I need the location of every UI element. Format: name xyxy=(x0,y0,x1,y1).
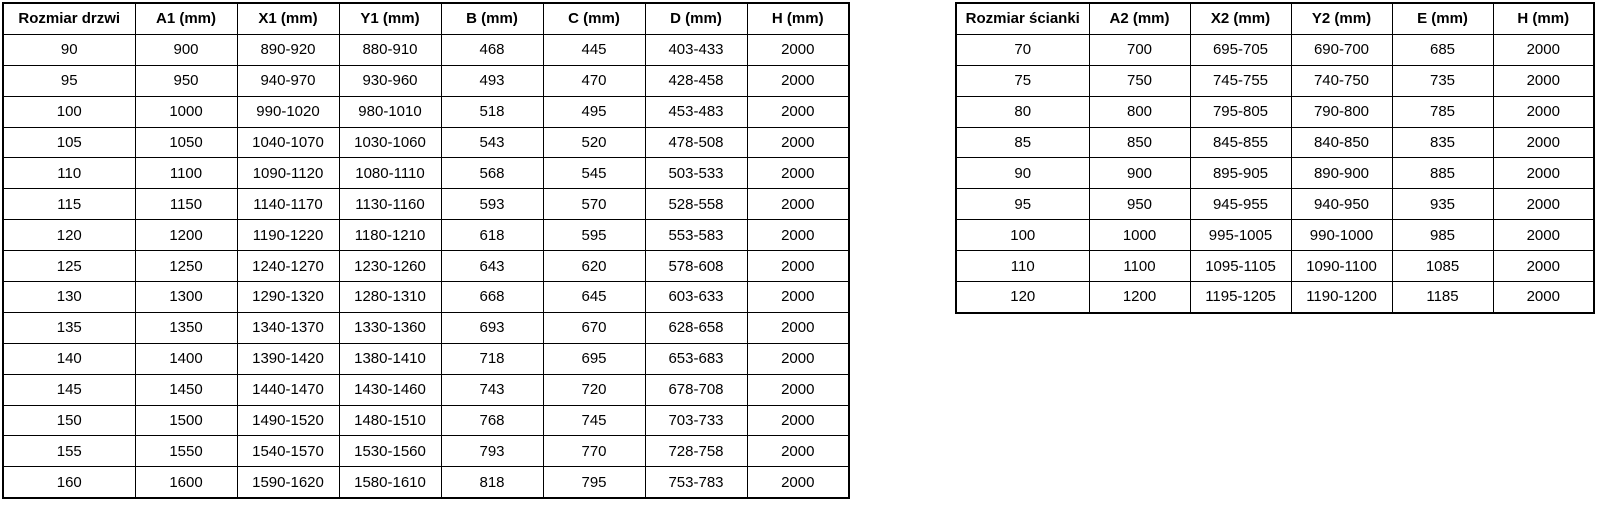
table-cell: 2000 xyxy=(1493,220,1594,251)
table-cell: 545 xyxy=(543,158,645,189)
table-row xyxy=(3,312,849,343)
table-cell: 80 xyxy=(956,96,1089,127)
table-cell: 1240-1270 xyxy=(237,251,339,282)
table-cell: 670 xyxy=(543,312,645,343)
table-cell: 1350 xyxy=(135,312,237,343)
table-cell: 703-733 xyxy=(645,405,747,436)
table-cell: 1100 xyxy=(1089,251,1190,282)
table-cell: 1100 xyxy=(135,158,237,189)
column-header: A1 (mm) xyxy=(135,3,237,34)
table-cell: 570 xyxy=(543,189,645,220)
column-header: Rozmiar ścianki xyxy=(956,3,1089,34)
table-cell: 2000 xyxy=(747,374,849,405)
column-header: Y2 (mm) xyxy=(1291,3,1392,34)
table-cell: 745-755 xyxy=(1190,65,1291,96)
column-header: H (mm) xyxy=(1493,3,1594,34)
table-cell: 935 xyxy=(1392,189,1493,220)
table-cell: 518 xyxy=(441,96,543,127)
table-cell: 2000 xyxy=(1493,65,1594,96)
table-row xyxy=(3,282,849,313)
table-cell: 145 xyxy=(3,374,135,405)
table-cell: 1450 xyxy=(135,374,237,405)
table-row xyxy=(3,34,849,65)
table-cell: 1600 xyxy=(135,467,237,498)
table-cell: 1085 xyxy=(1392,251,1493,282)
table-cell: 160 xyxy=(3,467,135,498)
table-cell: 403-433 xyxy=(645,34,747,65)
table-cell: 553-583 xyxy=(645,220,747,251)
table-cell: 2000 xyxy=(747,65,849,96)
table-cell: 2000 xyxy=(747,158,849,189)
table-cell: 1200 xyxy=(1089,282,1190,313)
table-cell: 428-458 xyxy=(645,65,747,96)
table-cell: 845-855 xyxy=(1190,127,1291,158)
column-header: X1 (mm) xyxy=(237,3,339,34)
table-cell: 2000 xyxy=(1493,158,1594,189)
table-cell: 930-960 xyxy=(339,65,441,96)
table-row xyxy=(3,96,849,127)
table-row xyxy=(3,405,849,436)
table-row xyxy=(956,96,1594,127)
column-header: B (mm) xyxy=(441,3,543,34)
table-cell: 1195-1205 xyxy=(1190,282,1291,313)
table-cell: 1480-1510 xyxy=(339,405,441,436)
column-header: Rozmiar drzwi xyxy=(3,3,135,34)
table-cell: 1430-1460 xyxy=(339,374,441,405)
table-cell: 1190-1200 xyxy=(1291,282,1392,313)
table-cell: 1340-1370 xyxy=(237,312,339,343)
table-cell: 685 xyxy=(1392,34,1493,65)
table-cell: 95 xyxy=(956,189,1089,220)
table-cell: 603-633 xyxy=(645,282,747,313)
table-cell: 1490-1520 xyxy=(237,405,339,436)
table-cell: 90 xyxy=(956,158,1089,189)
column-header: H (mm) xyxy=(747,3,849,34)
table-cell: 835 xyxy=(1392,127,1493,158)
table-cell: 795 xyxy=(543,467,645,498)
table-row xyxy=(956,189,1594,220)
table-cell: 2000 xyxy=(1493,251,1594,282)
table-cell: 125 xyxy=(3,251,135,282)
table-cell: 990-1020 xyxy=(237,96,339,127)
table-cell: 753-783 xyxy=(645,467,747,498)
table-cell: 593 xyxy=(441,189,543,220)
table-cell: 1090-1100 xyxy=(1291,251,1392,282)
table-cell: 745 xyxy=(543,405,645,436)
table-cell: 2000 xyxy=(747,189,849,220)
table-cell: 1330-1360 xyxy=(339,312,441,343)
table-cell: 1280-1310 xyxy=(339,282,441,313)
table-cell: 790-800 xyxy=(1291,96,1392,127)
table-cell: 110 xyxy=(3,158,135,189)
table-cell: 690-700 xyxy=(1291,34,1392,65)
table-cell: 1140-1170 xyxy=(237,189,339,220)
table-cell: 568 xyxy=(441,158,543,189)
table-row xyxy=(3,467,849,498)
table-cell: 940-970 xyxy=(237,65,339,96)
column-header: X2 (mm) xyxy=(1190,3,1291,34)
table-cell: 2000 xyxy=(747,34,849,65)
table-cell: 520 xyxy=(543,127,645,158)
table-cell: 1390-1420 xyxy=(237,343,339,374)
table-row xyxy=(956,127,1594,158)
table-cell: 950 xyxy=(1089,189,1190,220)
table-cell: 120 xyxy=(3,220,135,251)
table-cell: 468 xyxy=(441,34,543,65)
table-cell: 2000 xyxy=(747,282,849,313)
table-cell: 620 xyxy=(543,251,645,282)
table-row xyxy=(956,220,1594,251)
table-cell: 1030-1060 xyxy=(339,127,441,158)
header-row xyxy=(3,3,849,34)
table-cell: 678-708 xyxy=(645,374,747,405)
column-header: C (mm) xyxy=(543,3,645,34)
column-header: A2 (mm) xyxy=(1089,3,1190,34)
table-row xyxy=(3,189,849,220)
table-cell: 2000 xyxy=(747,220,849,251)
table-cell: 1050 xyxy=(135,127,237,158)
table-cell: 478-508 xyxy=(645,127,747,158)
table-cell: 743 xyxy=(441,374,543,405)
table-row xyxy=(956,251,1594,282)
table-cell: 1290-1320 xyxy=(237,282,339,313)
table-row xyxy=(3,343,849,374)
table-cell: 2000 xyxy=(747,251,849,282)
table-cell: 643 xyxy=(441,251,543,282)
table-row xyxy=(956,158,1594,189)
table-cell: 2000 xyxy=(747,405,849,436)
table-row xyxy=(3,65,849,96)
table-cell: 693 xyxy=(441,312,543,343)
table-cell: 543 xyxy=(441,127,543,158)
table-cell: 1580-1610 xyxy=(339,467,441,498)
table-cell: 990-1000 xyxy=(1291,220,1392,251)
table-cell: 1150 xyxy=(135,189,237,220)
table-cell: 700 xyxy=(1089,34,1190,65)
table-cell: 75 xyxy=(956,65,1089,96)
table-cell: 653-683 xyxy=(645,343,747,374)
table-cell: 2000 xyxy=(1493,282,1594,313)
table-cell: 1090-1120 xyxy=(237,158,339,189)
table-cell: 2000 xyxy=(1493,34,1594,65)
table-cell: 1440-1470 xyxy=(237,374,339,405)
table-cell: 2000 xyxy=(747,127,849,158)
table-cell: 140 xyxy=(3,343,135,374)
table-row xyxy=(956,282,1594,313)
column-header: E (mm) xyxy=(1392,3,1493,34)
table-cell: 950 xyxy=(135,65,237,96)
table-cell: 495 xyxy=(543,96,645,127)
table-cell: 1190-1220 xyxy=(237,220,339,251)
table-cell: 2000 xyxy=(747,96,849,127)
table-cell: 1590-1620 xyxy=(237,467,339,498)
table-cell: 2000 xyxy=(747,467,849,498)
table-cell: 890-900 xyxy=(1291,158,1392,189)
table-cell: 503-533 xyxy=(645,158,747,189)
table-row xyxy=(3,251,849,282)
table-cell: 1550 xyxy=(135,436,237,467)
table-cell: 840-850 xyxy=(1291,127,1392,158)
table-cell: 1185 xyxy=(1392,282,1493,313)
table-cell: 155 xyxy=(3,436,135,467)
door-sizes-table xyxy=(2,2,850,499)
table-cell: 2000 xyxy=(1493,189,1594,220)
table-cell: 70 xyxy=(956,34,1089,65)
table-cell: 1250 xyxy=(135,251,237,282)
table-cell: 105 xyxy=(3,127,135,158)
table-cell: 795-805 xyxy=(1190,96,1291,127)
table-cell: 1130-1160 xyxy=(339,189,441,220)
table-cell: 750 xyxy=(1089,65,1190,96)
table-cell: 1500 xyxy=(135,405,237,436)
table-cell: 528-558 xyxy=(645,189,747,220)
table-cell: 985 xyxy=(1392,220,1493,251)
table-cell: 793 xyxy=(441,436,543,467)
table-cell: 740-750 xyxy=(1291,65,1392,96)
table-cell: 940-950 xyxy=(1291,189,1392,220)
table-cell: 453-483 xyxy=(645,96,747,127)
table-cell: 2000 xyxy=(747,343,849,374)
table-cell: 850 xyxy=(1089,127,1190,158)
table-cell: 1000 xyxy=(1089,220,1190,251)
table-cell: 2000 xyxy=(747,436,849,467)
table-cell: 1400 xyxy=(135,343,237,374)
table-cell: 493 xyxy=(441,65,543,96)
table-cell: 618 xyxy=(441,220,543,251)
table-cell: 668 xyxy=(441,282,543,313)
table-cell: 1095-1105 xyxy=(1190,251,1291,282)
table-row xyxy=(3,127,849,158)
table-cell: 695-705 xyxy=(1190,34,1291,65)
column-header: D (mm) xyxy=(645,3,747,34)
table-cell: 900 xyxy=(1089,158,1190,189)
table-cell: 95 xyxy=(3,65,135,96)
table-cell: 2000 xyxy=(747,312,849,343)
table-cell: 770 xyxy=(543,436,645,467)
table-cell: 1080-1110 xyxy=(339,158,441,189)
table-cell: 1000 xyxy=(135,96,237,127)
table-cell: 895-905 xyxy=(1190,158,1291,189)
table-cell: 595 xyxy=(543,220,645,251)
table-cell: 880-910 xyxy=(339,34,441,65)
table-cell: 1040-1070 xyxy=(237,127,339,158)
table-cell: 1540-1570 xyxy=(237,436,339,467)
table-row xyxy=(3,436,849,467)
table-row xyxy=(956,65,1594,96)
table-cell: 1380-1410 xyxy=(339,343,441,374)
table-cell: 578-608 xyxy=(645,251,747,282)
table-cell: 2000 xyxy=(1493,96,1594,127)
table-cell: 785 xyxy=(1392,96,1493,127)
table-row xyxy=(956,34,1594,65)
table-cell: 470 xyxy=(543,65,645,96)
table-cell: 718 xyxy=(441,343,543,374)
table-row xyxy=(3,220,849,251)
table-cell: 150 xyxy=(3,405,135,436)
table-cell: 768 xyxy=(441,405,543,436)
wall-sizes-table xyxy=(955,2,1595,314)
table-cell: 945-955 xyxy=(1190,189,1291,220)
table-cell: 645 xyxy=(543,282,645,313)
table-cell: 90 xyxy=(3,34,135,65)
table-cell: 728-758 xyxy=(645,436,747,467)
table-cell: 85 xyxy=(956,127,1089,158)
table-cell: 980-1010 xyxy=(339,96,441,127)
table-cell: 720 xyxy=(543,374,645,405)
table-cell: 115 xyxy=(3,189,135,220)
table-cell: 2000 xyxy=(1493,127,1594,158)
table-cell: 900 xyxy=(135,34,237,65)
table-row xyxy=(3,374,849,405)
table-cell: 100 xyxy=(956,220,1089,251)
table-cell: 120 xyxy=(956,282,1089,313)
table-cell: 100 xyxy=(3,96,135,127)
table-cell: 995-1005 xyxy=(1190,220,1291,251)
table-cell: 885 xyxy=(1392,158,1493,189)
table-cell: 1200 xyxy=(135,220,237,251)
table-cell: 1230-1260 xyxy=(339,251,441,282)
table-cell: 1180-1210 xyxy=(339,220,441,251)
table-cell: 1530-1560 xyxy=(339,436,441,467)
table-cell: 110 xyxy=(956,251,1089,282)
table-cell: 1300 xyxy=(135,282,237,313)
table-cell: 445 xyxy=(543,34,645,65)
table-cell: 695 xyxy=(543,343,645,374)
table-cell: 130 xyxy=(3,282,135,313)
table-row xyxy=(3,158,849,189)
table-cell: 818 xyxy=(441,467,543,498)
table-cell: 135 xyxy=(3,312,135,343)
header-row xyxy=(956,3,1594,34)
column-header: Y1 (mm) xyxy=(339,3,441,34)
table-cell: 800 xyxy=(1089,96,1190,127)
table-cell: 735 xyxy=(1392,65,1493,96)
table-cell: 628-658 xyxy=(645,312,747,343)
table-cell: 890-920 xyxy=(237,34,339,65)
